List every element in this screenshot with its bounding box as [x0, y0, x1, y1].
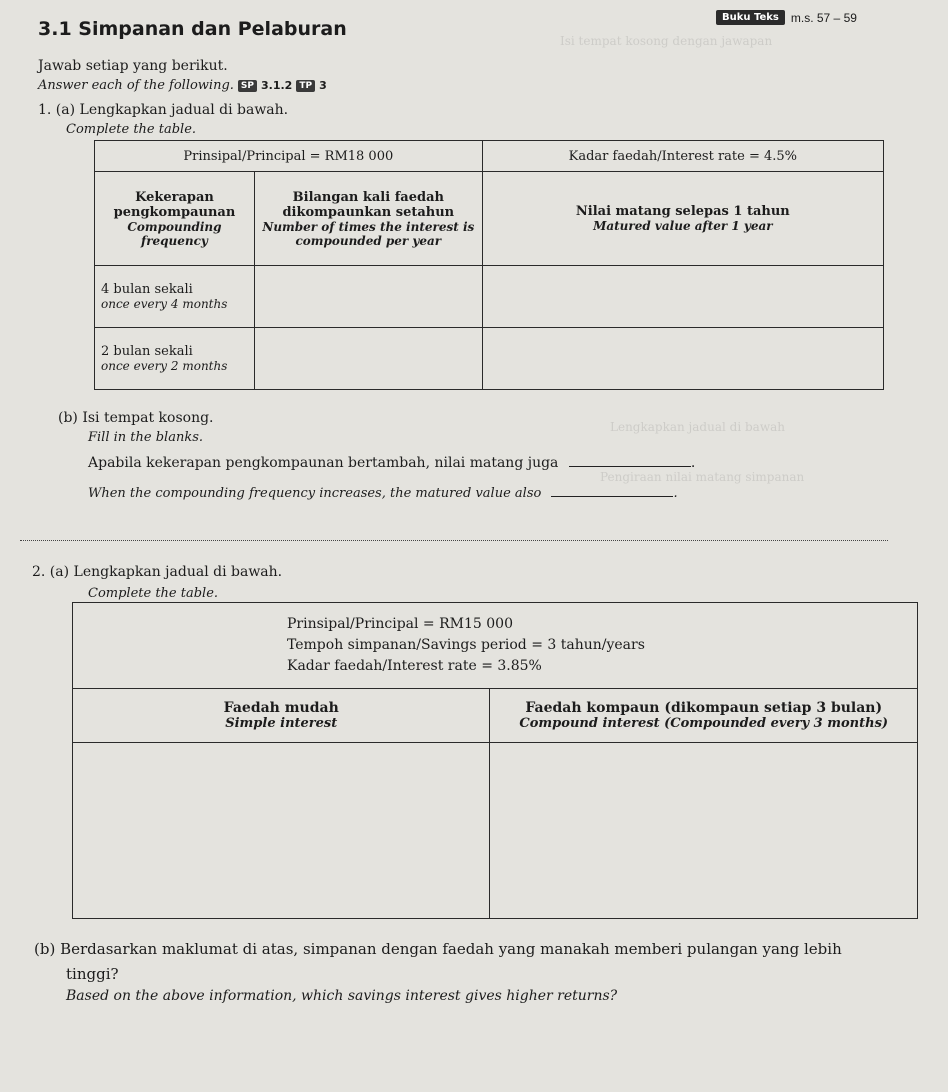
q1-header-matured-ms: Nilai matang selepas 1 tahun [575, 204, 790, 219]
q1b-blank-malay[interactable] [569, 466, 691, 467]
q1-row1-frequency-ms: 4 bulan sekali [101, 282, 193, 297]
instruction-malay: Jawab setiap yang berikut. [38, 58, 228, 74]
textbook-reference [716, 10, 857, 25]
q2-simple-answer[interactable] [73, 743, 490, 919]
q1-row2-frequency-en: once every 2 months [101, 359, 228, 373]
table-row [73, 743, 918, 919]
table-row [95, 266, 884, 328]
q1-row1-times-answer[interactable] [254, 266, 482, 328]
q2-header-simple-en: Simple interest [225, 716, 338, 731]
q1b-statement-english: When the compounding frequency increases, the matured value also . [88, 486, 678, 501]
textbook-badge: Buku Teks [716, 10, 785, 25]
tp-code: 3 [319, 79, 327, 92]
q2-table [72, 602, 918, 919]
q1b-statement-malay-text: Apabila kekerapan pengkompaunan bertambah, nilai matang juga [88, 455, 559, 471]
q1-table [94, 140, 884, 390]
q2a-instruction-malay: 2. (a) Lengkapkan jadual di bawah. [32, 564, 283, 580]
q2b-question-malay-2: tinggi? [66, 965, 119, 983]
q1-header-matured-en: Matured value after 1 year [593, 219, 773, 233]
page-reference: m.s. 57 – 59 [790, 10, 857, 25]
q1-header-matured [482, 172, 883, 266]
q1-row2-frequency-ms: 2 bulan sekali [101, 344, 193, 359]
q2b-question-malay-1: (b) Berdasarkan maklumat di atas, simpanan dengan faedah yang manakah memberi pulangan yang lebih [34, 940, 842, 958]
q2-savings-period: Tempoh simpanan/Savings period = 3 tahun/years [287, 637, 645, 653]
q1-header-times [254, 172, 482, 266]
q1-header-frequency [95, 172, 255, 266]
q1b-statement-malay: Apabila kekerapan pengkompaunan bertambah, nilai matang juga . [88, 455, 696, 471]
q2-header-simple-ms: Faedah mudah [223, 700, 339, 716]
q1b-blank-english[interactable] [551, 496, 673, 497]
q2b-question-english: Based on the above information, which savings interest gives higher returns? [66, 988, 618, 1004]
sp-tag: SP [238, 80, 257, 92]
section-title: 3.1 Simpanan dan Pelaburan [38, 18, 347, 40]
q2-compound-answer[interactable] [490, 743, 918, 919]
show-through-text: Isi tempat kosong dengan jawapan [560, 34, 773, 48]
q2-principal: Prinsipal/Principal = RM15 000 [287, 616, 513, 632]
q1-row2-times-answer[interactable] [254, 328, 482, 390]
q1b-instruction-english: Fill in the blanks. [88, 430, 203, 445]
q1-row2-matured-answer[interactable] [482, 328, 883, 390]
q1a-instruction-english: Complete the table. [66, 122, 197, 137]
instruction-english-text: Answer each of the following. [38, 78, 234, 93]
q1-header-frequency-en: Compounding frequency [127, 219, 222, 248]
q1-header-times-en: Number of times the interest is compounded per year [262, 219, 475, 248]
q1-row1-frequency-en: once every 4 months [101, 297, 228, 311]
q1-row1-matured-answer[interactable] [482, 266, 883, 328]
q1-row2-frequency [95, 328, 255, 390]
q1-row1-frequency [95, 266, 255, 328]
q1-interest-rate: Kadar faedah/Interest rate = 4.5% [568, 148, 798, 164]
q1b-statement-english-text: When the compounding frequency increases, the matured value also [88, 486, 542, 501]
q1-rate-cell [482, 141, 883, 172]
q2-header-simple [73, 689, 490, 743]
tp-tag: TP [296, 80, 315, 92]
instruction-english [38, 78, 327, 93]
q1-header-frequency-ms: Kekerapan pengkompaunan [113, 189, 236, 220]
q2-info-cell [73, 603, 918, 689]
q1-header-times-ms: Bilangan kali faedah dikompaunkan setahun [282, 189, 455, 220]
q2-header-compound-en: Compound interest (Compounded every 3 months) [519, 716, 889, 731]
q1b-instruction-malay: (b) Isi tempat kosong. [58, 410, 214, 426]
q2a-instruction-english: Complete the table. [88, 586, 219, 601]
q2-header-compound-ms: Faedah kompaun (dikompaun setiap 3 bulan) [525, 700, 883, 716]
q2-header-compound [490, 689, 918, 743]
show-through-text: Lengkapkan jadual di bawah [610, 420, 785, 434]
q1-principal: Prinsipal/Principal = RM18 000 [183, 148, 394, 164]
table-row [95, 328, 884, 390]
q1a-instruction-malay: 1. (a) Lengkapkan jadual di bawah. [38, 102, 289, 118]
show-through-text: Pengiraan nilai matang simpanan [600, 470, 805, 484]
q1-principal-cell [95, 141, 483, 172]
q2-interest-rate: Kadar faedah/Interest rate = 3.85% [287, 658, 542, 674]
sp-code: 3.1.2 [261, 79, 293, 92]
question-divider [20, 540, 888, 541]
